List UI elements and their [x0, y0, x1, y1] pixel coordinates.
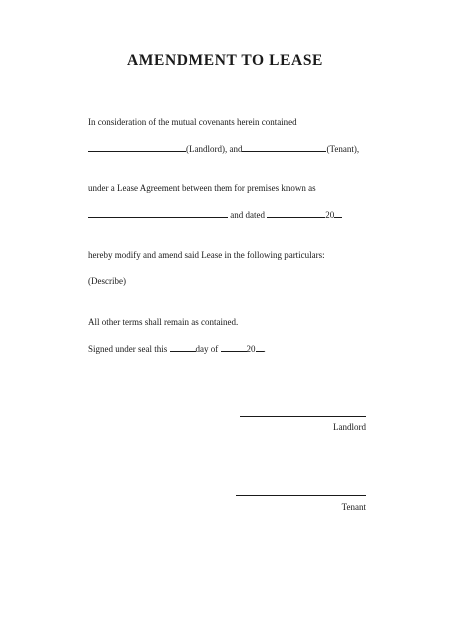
tenant-name-blank[interactable] — [242, 142, 326, 152]
dated-label: and dated — [230, 210, 265, 220]
agreement-paragraph: under a Lease Agreement between them for premises known as — [88, 183, 316, 193]
document-title: AMENDMENT TO LEASE — [127, 52, 323, 69]
tenant-signature-line[interactable] — [236, 495, 366, 496]
signed-day-blank[interactable] — [170, 342, 196, 352]
date-blank[interactable] — [267, 208, 325, 218]
tenant-signature-label: Tenant — [341, 502, 366, 512]
parties-line — [88, 142, 359, 155]
year-blank[interactable] — [334, 208, 342, 218]
modify-paragraph: hereby modify and amend said Lease in the following particulars: — [88, 250, 325, 260]
signed-year-prefix: 20 — [246, 344, 256, 354]
describe-label: (Describe) — [88, 276, 126, 286]
landlord-signature-line[interactable] — [240, 416, 366, 417]
signed-end: . — [263, 344, 266, 354]
landlord-name-blank[interactable] — [88, 142, 186, 152]
day-of-label: day of — [195, 344, 219, 354]
premises-blank[interactable] — [88, 208, 228, 218]
signed-month-blank[interactable] — [221, 342, 247, 352]
signed-line — [88, 342, 266, 355]
other-terms-paragraph: All other terms shall remain as contained. — [88, 317, 239, 327]
consideration-paragraph: In consideration of the mutual covenants herein contained — [88, 117, 297, 127]
tenant-suffix: (Tenant), — [326, 144, 360, 154]
signed-year-blank[interactable] — [256, 342, 264, 352]
premises-line — [88, 208, 342, 221]
landlord-signature-label: Landlord — [333, 422, 366, 432]
landlord-suffix: (Landlord), and — [186, 144, 243, 154]
year-prefix: 20 — [325, 210, 335, 220]
signed-prefix: Signed under seal this — [88, 344, 168, 354]
